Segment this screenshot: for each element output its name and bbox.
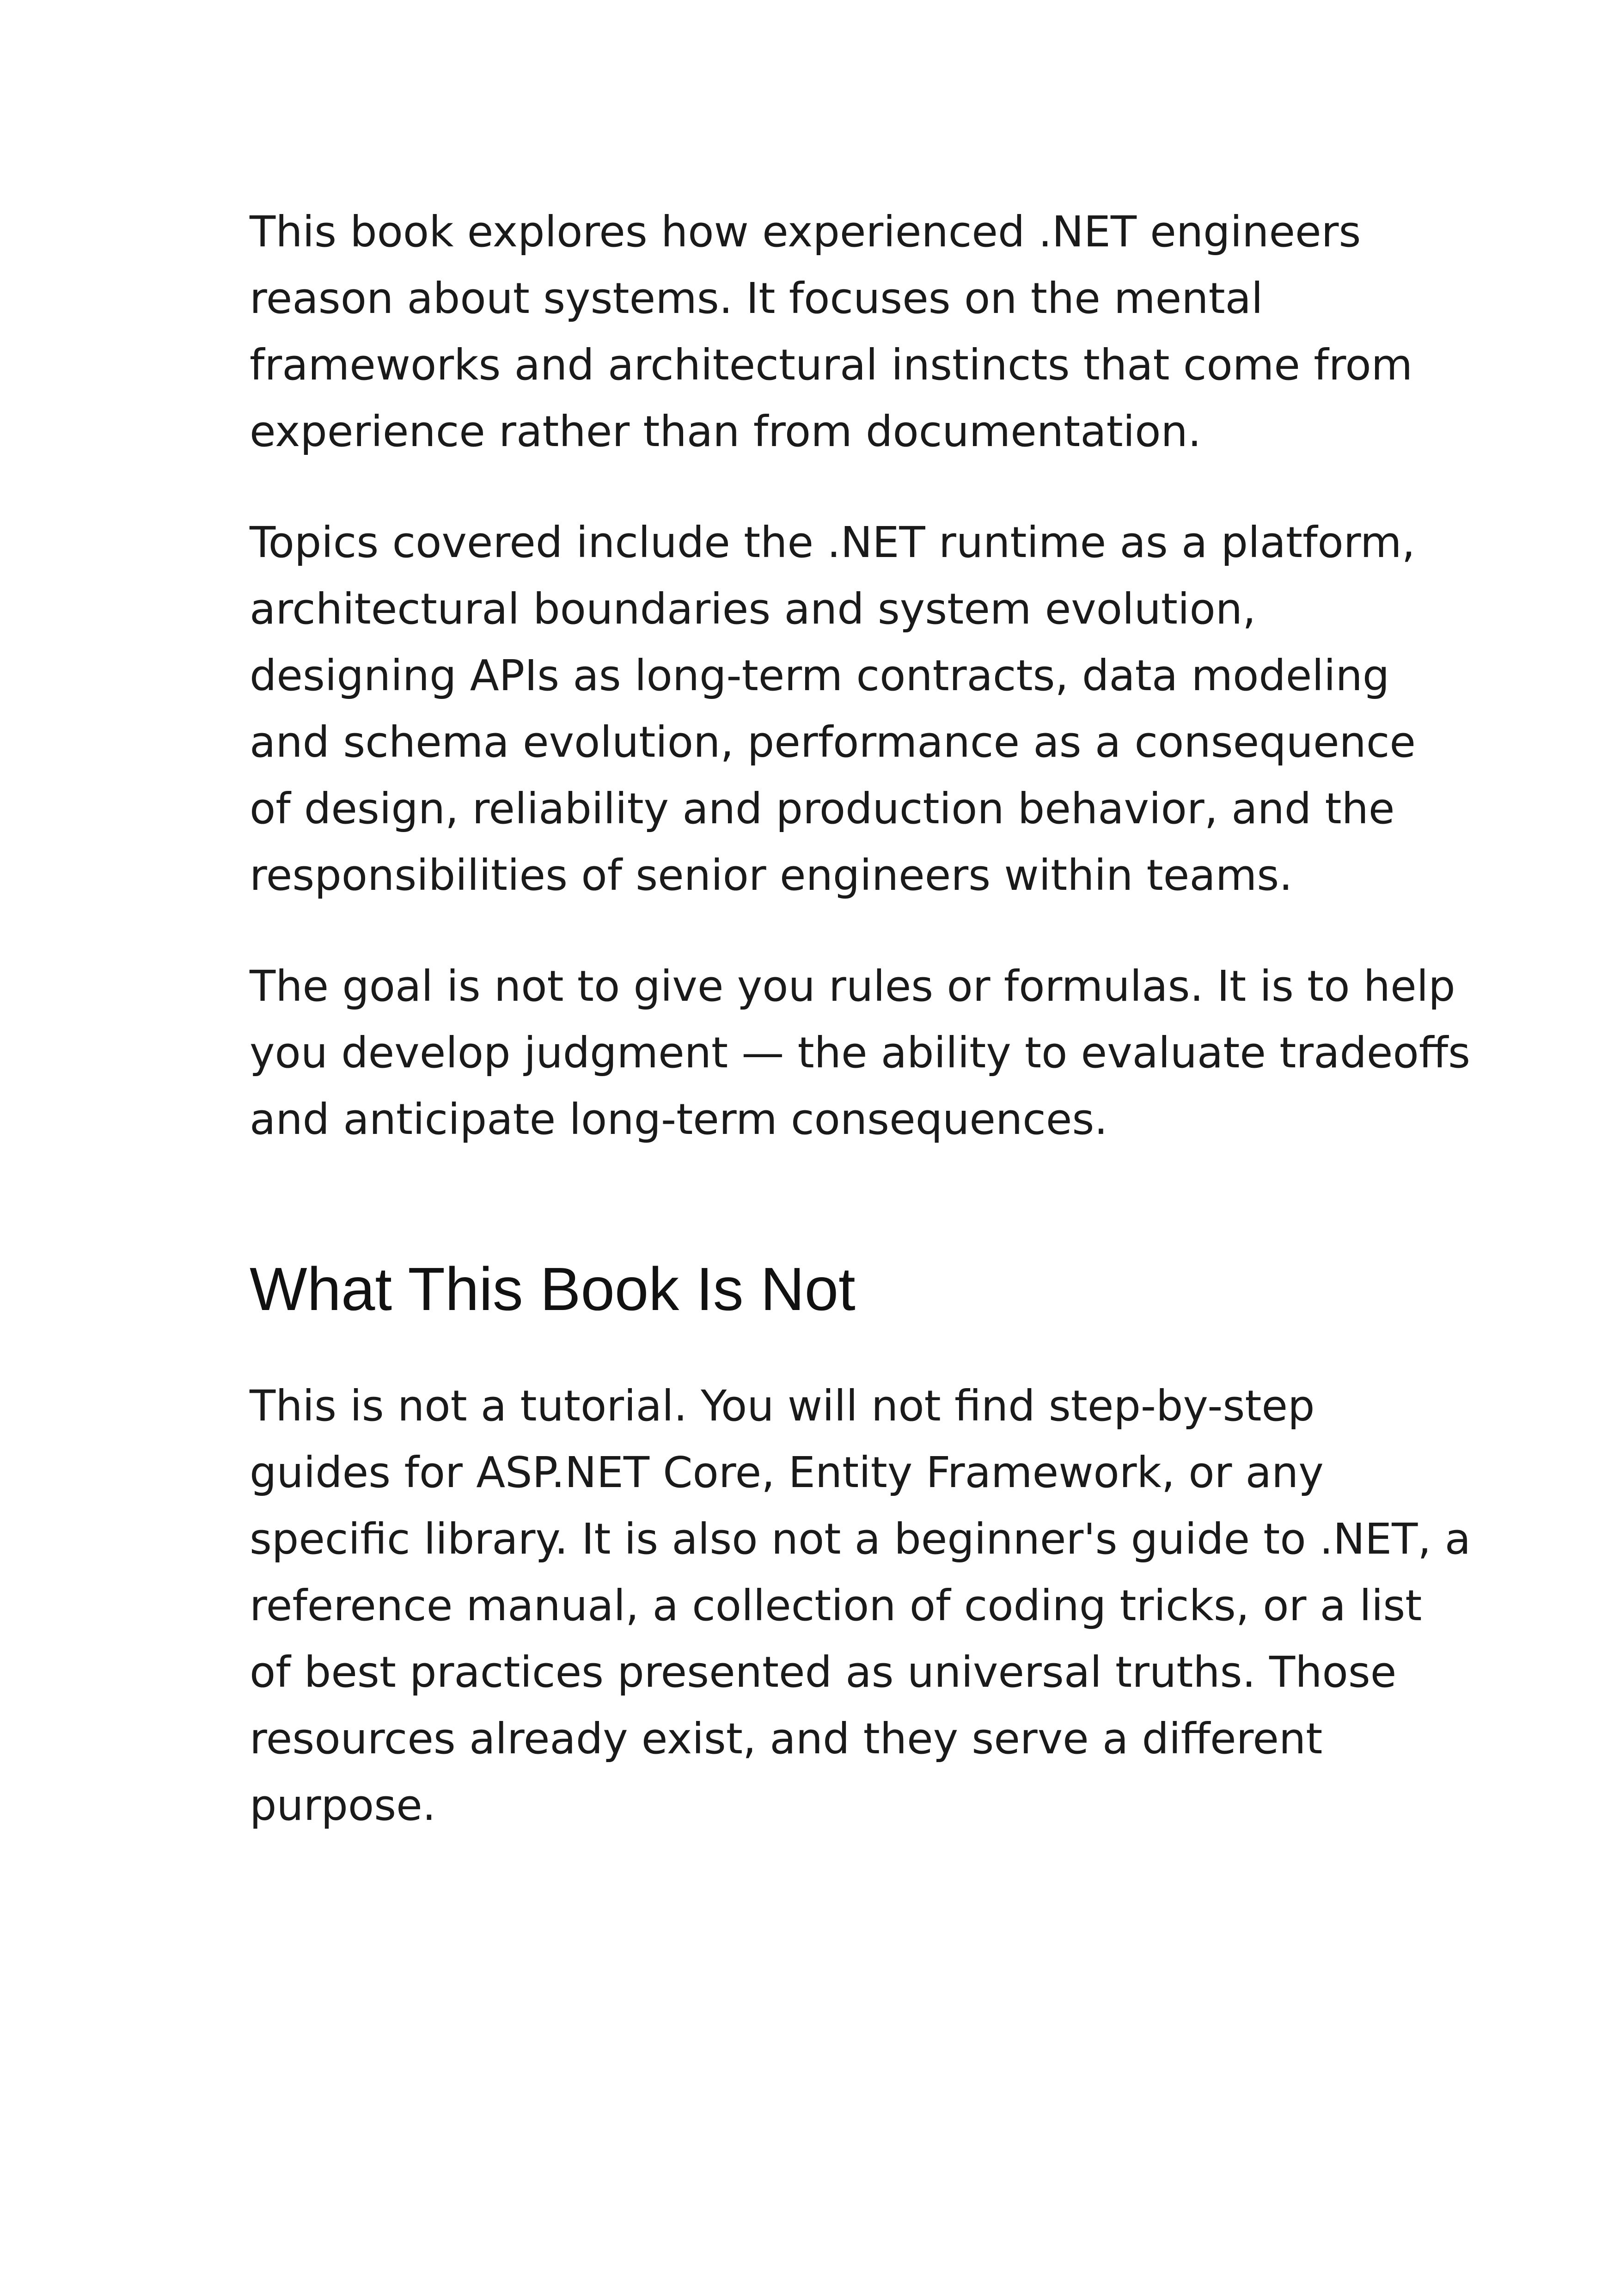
section-paragraph <box>250 1373 1471 1839</box>
text-line: specific library. It is also not a beginner's guide to .NET, a <box>250 1514 1471 1564</box>
section-heading: What This Book Is Not <box>250 1255 856 1323</box>
text-line: of design, reliability and production behavior, and the <box>250 784 1395 833</box>
text-line: Topics covered include the .NET runtime as a platform, <box>250 518 1415 567</box>
intro-paragraph-2 <box>250 509 1414 909</box>
text-line: The goal is not to give you rules or formulas. It is to help <box>250 961 1455 1011</box>
document-page <box>250 199 1471 1883</box>
text-line: designing APIs as long-term contracts, data modeling <box>250 651 1390 700</box>
text-line: responsibilities of senior engineers within teams. <box>250 851 1293 900</box>
text-line: reference manual, a collection of coding tricks, or a list <box>250 1581 1422 1630</box>
text-line: This book explores how experienced .NET engineers <box>250 207 1361 257</box>
intro-paragraph-3 <box>250 953 1471 1153</box>
text-line: reason about systems. It focuses on the mental <box>250 274 1263 323</box>
intro-paragraph-1 <box>250 199 1414 465</box>
text-line: experience rather than from documentation. <box>250 407 1202 456</box>
text-line: This is not a tutorial. You will not find step-by-step <box>250 1381 1315 1431</box>
text-line: you develop judgment — the ability to evaluate tradeoffs <box>250 1028 1471 1078</box>
text-line: of best practices presented as universal truths. Those <box>250 1647 1397 1697</box>
text-line: and schema evolution, performance as a consequence <box>250 717 1416 767</box>
text-line: architectural boundaries and system evolution, <box>250 584 1256 634</box>
text-line: resources already exist, and they serve a different <box>250 1714 1323 1763</box>
text-line: and anticipate long-term consequences. <box>250 1095 1108 1144</box>
text-line: guides for ASP.NET Core, Entity Framework, or any <box>250 1448 1324 1497</box>
text-line: frameworks and architectural instincts that come from <box>250 340 1413 390</box>
text-line: purpose. <box>250 1781 436 1830</box>
